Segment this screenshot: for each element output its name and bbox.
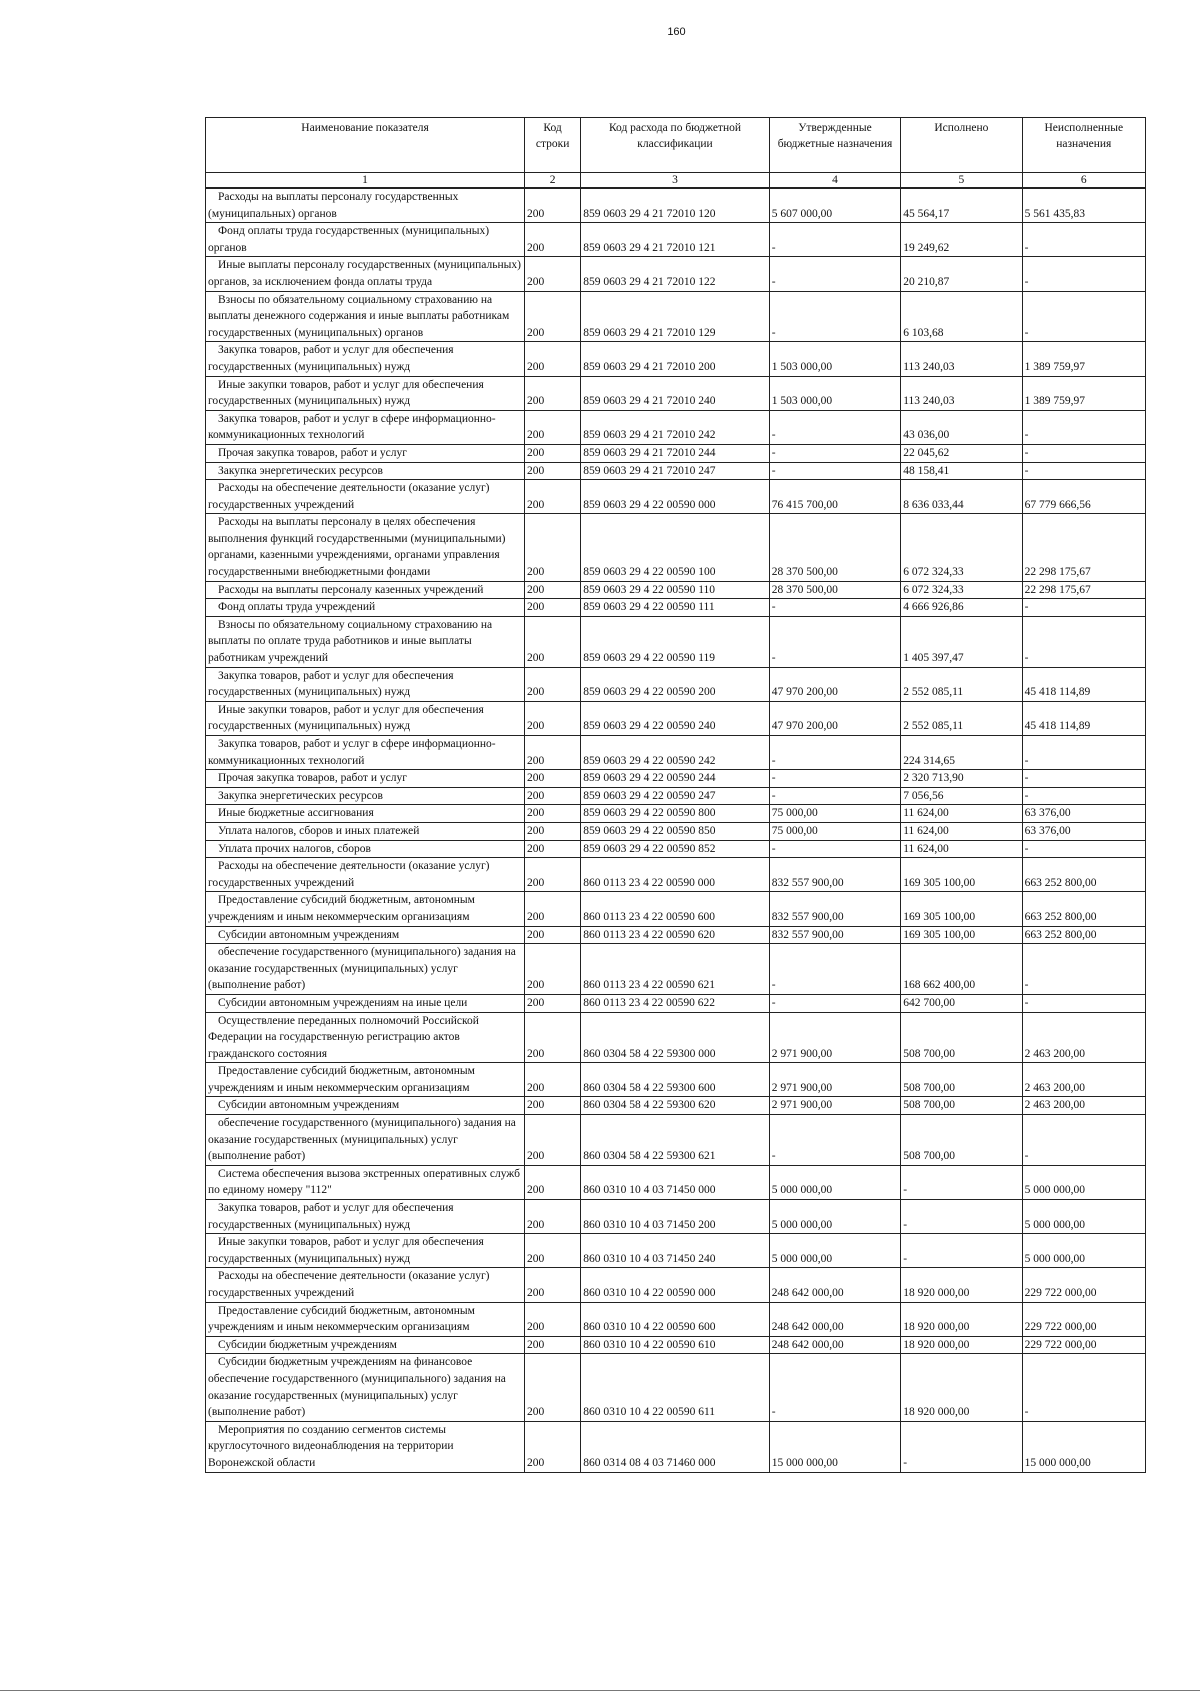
classification-code-cell: 860 0304 58 4 22 59300 600	[581, 1063, 770, 1097]
executed-amount-cell: 224 314,65	[901, 736, 1022, 770]
executed-amount-cell: 6 072 324,33	[901, 514, 1022, 581]
table-row	[206, 376, 1146, 410]
table-row	[206, 188, 1146, 223]
indicator-name-cell: Субсидии бюджетным учреждениям на финансовое обеспечение государственного (муниципального) задания на оказание государственных (муниципальных) услуг (выполнение работ)	[206, 1354, 525, 1421]
classification-code-cell: 859 0603 29 4 22 00590 200	[581, 667, 770, 701]
column-number: 4	[769, 173, 900, 189]
unexecuted-amount-cell: 45 418 114,89	[1022, 701, 1145, 735]
table-row	[206, 892, 1146, 926]
line-code-cell: 200	[525, 1063, 581, 1097]
unexecuted-amount-cell: 1 389 759,97	[1022, 376, 1145, 410]
unexecuted-amount-cell: -	[1022, 616, 1145, 667]
unexecuted-amount-cell: 15 000 000,00	[1022, 1421, 1145, 1472]
line-code-cell: 200	[525, 770, 581, 788]
executed-amount-cell: 22 045,62	[901, 444, 1022, 462]
unexecuted-amount-cell: -	[1022, 257, 1145, 291]
indicator-name-cell: Закупка товаров, работ и услуг для обеспечения государственных (муниципальных) нужд	[206, 342, 525, 376]
line-code-cell: 200	[525, 1302, 581, 1336]
table-row	[206, 1063, 1146, 1097]
executed-amount-cell: 113 240,03	[901, 342, 1022, 376]
approved-amount-cell: 75 000,00	[769, 822, 900, 840]
line-code-cell: 200	[525, 926, 581, 944]
executed-amount-cell: 7 056,56	[901, 787, 1022, 805]
approved-amount-cell: -	[769, 994, 900, 1012]
table-header	[206, 118, 1146, 189]
approved-amount-cell: -	[769, 599, 900, 617]
column-number: 1	[206, 173, 525, 189]
unexecuted-amount-cell: -	[1022, 1354, 1145, 1421]
unexecuted-amount-cell: 2 463 200,00	[1022, 1097, 1145, 1115]
line-code-cell: 200	[525, 223, 581, 257]
unexecuted-amount-cell: 5 000 000,00	[1022, 1200, 1145, 1234]
approved-amount-cell: -	[769, 840, 900, 858]
executed-amount-cell: 1 405 397,47	[901, 616, 1022, 667]
indicator-name-cell: Уплата налогов, сборов и иных платежей	[206, 822, 525, 840]
table-row	[206, 805, 1146, 823]
approved-amount-cell: -	[769, 462, 900, 480]
approved-amount-cell: 832 557 900,00	[769, 892, 900, 926]
table-row	[206, 616, 1146, 667]
executed-amount-cell: 18 920 000,00	[901, 1302, 1022, 1336]
indicator-name-cell: Расходы на обеспечение деятельности (оказание услуг) государственных учреждений	[206, 480, 525, 514]
unexecuted-amount-cell: 663 252 800,00	[1022, 892, 1145, 926]
unexecuted-amount-cell: 229 722 000,00	[1022, 1336, 1145, 1354]
classification-code-cell: 859 0603 29 4 22 00590 110	[581, 581, 770, 599]
approved-amount-cell: -	[769, 444, 900, 462]
executed-amount-cell: -	[901, 1165, 1022, 1199]
approved-amount-cell: -	[769, 410, 900, 444]
executed-amount-cell: 8 636 033,44	[901, 480, 1022, 514]
unexecuted-amount-cell: 45 418 114,89	[1022, 667, 1145, 701]
line-code-cell: 200	[525, 581, 581, 599]
classification-code-cell: 860 0113 23 4 22 00590 620	[581, 926, 770, 944]
line-code-cell: 200	[525, 1200, 581, 1234]
approved-amount-cell: 248 642 000,00	[769, 1268, 900, 1302]
approved-amount-cell: 28 370 500,00	[769, 514, 900, 581]
line-code-cell: 200	[525, 701, 581, 735]
approved-amount-cell: 47 970 200,00	[769, 701, 900, 735]
classification-code-cell: 859 0603 29 4 22 00590 244	[581, 770, 770, 788]
line-code-cell: 200	[525, 994, 581, 1012]
executed-amount-cell: 169 305 100,00	[901, 892, 1022, 926]
line-code-cell: 200	[525, 840, 581, 858]
indicator-name-cell: Предоставление субсидий бюджетным, автономным учреждениям и иным некоммерческим организациям	[206, 1063, 525, 1097]
line-code-cell: 200	[525, 1115, 581, 1166]
line-code-cell: 200	[525, 410, 581, 444]
approved-amount-cell: 47 970 200,00	[769, 667, 900, 701]
unexecuted-amount-cell: -	[1022, 462, 1145, 480]
line-code-cell: 200	[525, 944, 581, 995]
line-code-cell: 200	[525, 1012, 581, 1063]
unexecuted-amount-cell: -	[1022, 410, 1145, 444]
approved-amount-cell: 5 000 000,00	[769, 1165, 900, 1199]
executed-amount-cell: 11 624,00	[901, 805, 1022, 823]
unexecuted-amount-cell: 22 298 175,67	[1022, 514, 1145, 581]
line-code-cell: 200	[525, 342, 581, 376]
indicator-name-cell: Закупка энергетических ресурсов	[206, 787, 525, 805]
unexecuted-amount-cell: -	[1022, 291, 1145, 342]
table-row	[206, 444, 1146, 462]
approved-amount-cell: 5 000 000,00	[769, 1200, 900, 1234]
classification-code-cell: 860 0304 58 4 22 59300 621	[581, 1115, 770, 1166]
executed-amount-cell: 2 552 085,11	[901, 667, 1022, 701]
approved-amount-cell: 2 971 900,00	[769, 1063, 900, 1097]
indicator-name-cell: Субсидии автономным учреждениям на иные цели	[206, 994, 525, 1012]
classification-code-cell: 859 0603 29 4 21 72010 240	[581, 376, 770, 410]
indicator-name-cell: Расходы на обеспечение деятельности (оказание услуг) государственных учреждений	[206, 858, 525, 892]
approved-amount-cell: 75 000,00	[769, 805, 900, 823]
executed-amount-cell: 113 240,03	[901, 376, 1022, 410]
executed-amount-cell: 43 036,00	[901, 410, 1022, 444]
classification-code-cell: 859 0603 29 4 21 72010 121	[581, 223, 770, 257]
indicator-name-cell: Закупка энергетических ресурсов	[206, 462, 525, 480]
executed-amount-cell: 48 158,41	[901, 462, 1022, 480]
approved-amount-cell: 15 000 000,00	[769, 1421, 900, 1472]
indicator-name-cell: Мероприятия по созданию сегментов системы круглосуточного видеонаблюдения на территории Воронежской области	[206, 1421, 525, 1472]
header-executed: Исполнено	[901, 118, 1022, 173]
indicator-name-cell: Уплата прочих налогов, сборов	[206, 840, 525, 858]
unexecuted-amount-cell: 2 463 200,00	[1022, 1063, 1145, 1097]
table-row	[206, 667, 1146, 701]
classification-code-cell: 859 0603 29 4 22 00590 850	[581, 822, 770, 840]
approved-amount-cell: 1 503 000,00	[769, 342, 900, 376]
executed-amount-cell: 169 305 100,00	[901, 926, 1022, 944]
indicator-name-cell: Осуществление переданных полномочий Российской Федерации на государственную регистрацию актов гражданского состояния	[206, 1012, 525, 1063]
classification-code-cell: 860 0304 58 4 22 59300 620	[581, 1097, 770, 1115]
executed-amount-cell: 4 666 926,86	[901, 599, 1022, 617]
header-unexecuted-assignments: Неисполненные назначения	[1022, 118, 1145, 173]
line-code-cell: 200	[525, 1097, 581, 1115]
table-body	[206, 188, 1146, 1472]
classification-code-cell: 859 0603 29 4 22 00590 852	[581, 840, 770, 858]
indicator-name-cell: Взносы по обязательному социальному страхованию на выплаты по оплате труда работников и иные выплаты работникам учреждений	[206, 616, 525, 667]
indicator-name-cell: Прочая закупка товаров, работ и услуг	[206, 444, 525, 462]
classification-code-cell: 859 0603 29 4 21 72010 120	[581, 188, 770, 223]
unexecuted-amount-cell: 63 376,00	[1022, 805, 1145, 823]
indicator-name-cell: Предоставление субсидий бюджетным, автономным учреждениям и иным некоммерческим организациям	[206, 892, 525, 926]
unexecuted-amount-cell: 1 389 759,97	[1022, 342, 1145, 376]
approved-amount-cell: -	[769, 291, 900, 342]
header-approved-assignments: Утвержденные бюджетные назначения	[769, 118, 900, 173]
approved-amount-cell: 248 642 000,00	[769, 1302, 900, 1336]
executed-amount-cell: 45 564,17	[901, 188, 1022, 223]
line-code-cell: 200	[525, 291, 581, 342]
classification-code-cell: 860 0113 23 4 22 00590 622	[581, 994, 770, 1012]
executed-amount-cell: 20 210,87	[901, 257, 1022, 291]
line-code-cell: 200	[525, 822, 581, 840]
indicator-name-cell: Взносы по обязательному социальному страхованию на выплаты денежного содержания и иные выплаты работникам государственных (муниципальных) органов	[206, 291, 525, 342]
classification-code-cell: 859 0603 29 4 21 72010 244	[581, 444, 770, 462]
indicator-name-cell: Расходы на выплаты персоналу в целях обеспечения выполнения функций государственными (муниципальными) органами, казенными учреждениями, органами управления государственными внебюджетными фондами	[206, 514, 525, 581]
approved-amount-cell: 832 557 900,00	[769, 858, 900, 892]
line-code-cell: 200	[525, 514, 581, 581]
approved-amount-cell: -	[769, 736, 900, 770]
indicator-name-cell: Фонд оплаты труда государственных (муниципальных) органов	[206, 223, 525, 257]
approved-amount-cell: -	[769, 1115, 900, 1166]
classification-code-cell: 859 0603 29 4 22 00590 240	[581, 701, 770, 735]
line-code-cell: 200	[525, 1268, 581, 1302]
indicator-name-cell: Система обеспечения вызова экстренных оперативных служб по единому номеру "112"	[206, 1165, 525, 1199]
classification-code-cell: 859 0603 29 4 21 72010 242	[581, 410, 770, 444]
table-row	[206, 514, 1146, 581]
unexecuted-amount-cell: 2 463 200,00	[1022, 1012, 1145, 1063]
classification-code-cell: 859 0603 29 4 22 00590 100	[581, 514, 770, 581]
approved-amount-cell: -	[769, 1354, 900, 1421]
unexecuted-amount-cell: -	[1022, 787, 1145, 805]
line-code-cell: 200	[525, 1354, 581, 1421]
line-code-cell: 200	[525, 1165, 581, 1199]
line-code-cell: 200	[525, 616, 581, 667]
classification-code-cell: 859 0603 29 4 22 00590 247	[581, 787, 770, 805]
page-number: 160	[667, 26, 686, 38]
classification-code-cell: 860 0310 10 4 03 71450 200	[581, 1200, 770, 1234]
bottom-divider	[0, 1690, 1200, 1691]
table-row	[206, 1012, 1146, 1063]
line-code-cell: 200	[525, 1336, 581, 1354]
indicator-name-cell: Расходы на обеспечение деятельности (оказание услуг) государственных учреждений	[206, 1268, 525, 1302]
table-row	[206, 1115, 1146, 1166]
table-row	[206, 944, 1146, 995]
approved-amount-cell: 2 971 900,00	[769, 1097, 900, 1115]
classification-code-cell: 859 0603 29 4 21 72010 122	[581, 257, 770, 291]
line-code-cell: 200	[525, 257, 581, 291]
indicator-name-cell: Предоставление субсидий бюджетным, автономным учреждениям и иным некоммерческим организациям	[206, 1302, 525, 1336]
indicator-name-cell: Закупка товаров, работ и услуг для обеспечения государственных (муниципальных) нужд	[206, 667, 525, 701]
unexecuted-amount-cell: -	[1022, 1115, 1145, 1166]
table-row	[206, 1097, 1146, 1115]
indicator-name-cell: Расходы на выплаты персоналу государственных (муниципальных) органов	[206, 188, 525, 223]
classification-code-cell: 859 0603 29 4 21 72010 247	[581, 462, 770, 480]
approved-amount-cell: -	[769, 944, 900, 995]
line-code-cell: 200	[525, 858, 581, 892]
executed-amount-cell: 169 305 100,00	[901, 858, 1022, 892]
table-row	[206, 1336, 1146, 1354]
table-row	[206, 994, 1146, 1012]
header-line-code: Код строки	[525, 118, 581, 173]
table-row	[206, 410, 1146, 444]
line-code-cell: 200	[525, 188, 581, 223]
table-row	[206, 701, 1146, 735]
unexecuted-amount-cell: -	[1022, 944, 1145, 995]
executed-amount-cell: 11 624,00	[901, 840, 1022, 858]
unexecuted-amount-cell: 663 252 800,00	[1022, 926, 1145, 944]
executed-amount-cell: 18 920 000,00	[901, 1268, 1022, 1302]
indicator-name-cell: Иные закупки товаров, работ и услуг для обеспечения государственных (муниципальных) нужд	[206, 701, 525, 735]
classification-code-cell: 860 0310 10 4 03 71450 240	[581, 1234, 770, 1268]
executed-amount-cell: -	[901, 1200, 1022, 1234]
unexecuted-amount-cell: -	[1022, 994, 1145, 1012]
table-row	[206, 858, 1146, 892]
indicator-name-cell: обеспечение государственного (муниципального) задания на оказание государственных (муниципальных) услуг (выполнение работ)	[206, 944, 525, 995]
approved-amount-cell: 2 971 900,00	[769, 1012, 900, 1063]
classification-code-cell: 859 0603 29 4 22 00590 000	[581, 480, 770, 514]
table-row	[206, 926, 1146, 944]
executed-amount-cell: 19 249,62	[901, 223, 1022, 257]
approved-amount-cell: -	[769, 616, 900, 667]
table-row	[206, 257, 1146, 291]
header-budget-classification-code: Код расхода по бюджетной классификации	[581, 118, 770, 173]
table-row	[206, 599, 1146, 617]
table-row	[206, 480, 1146, 514]
classification-code-cell: 860 0113 23 4 22 00590 621	[581, 944, 770, 995]
header-indicator-name: Наименование показателя	[206, 118, 525, 173]
line-code-cell: 200	[525, 1234, 581, 1268]
indicator-name-cell: Фонд оплаты труда учреждений	[206, 599, 525, 617]
approved-amount-cell: -	[769, 787, 900, 805]
line-code-cell: 200	[525, 462, 581, 480]
indicator-name-cell: Прочая закупка товаров, работ и услуг	[206, 770, 525, 788]
executed-amount-cell: 508 700,00	[901, 1097, 1022, 1115]
approved-amount-cell: -	[769, 770, 900, 788]
executed-amount-cell: 508 700,00	[901, 1012, 1022, 1063]
table-row	[206, 1165, 1146, 1199]
approved-amount-cell: 76 415 700,00	[769, 480, 900, 514]
executed-amount-cell: -	[901, 1234, 1022, 1268]
budget-report-table	[205, 117, 1146, 1473]
table-row	[206, 1268, 1146, 1302]
classification-code-cell: 860 0113 23 4 22 00590 600	[581, 892, 770, 926]
unexecuted-amount-cell: 22 298 175,67	[1022, 581, 1145, 599]
classification-code-cell: 860 0314 08 4 03 71460 000	[581, 1421, 770, 1472]
classification-code-cell: 860 0113 23 4 22 00590 000	[581, 858, 770, 892]
line-code-cell: 200	[525, 736, 581, 770]
column-number: 6	[1022, 173, 1145, 189]
executed-amount-cell: -	[901, 1421, 1022, 1472]
executed-amount-cell: 18 920 000,00	[901, 1354, 1022, 1421]
approved-amount-cell: -	[769, 223, 900, 257]
executed-amount-cell: 2 320 713,90	[901, 770, 1022, 788]
line-code-cell: 200	[525, 787, 581, 805]
table-row	[206, 736, 1146, 770]
line-code-cell: 200	[525, 480, 581, 514]
table-row	[206, 840, 1146, 858]
classification-code-cell: 859 0603 29 4 22 00590 242	[581, 736, 770, 770]
unexecuted-amount-cell: 67 779 666,56	[1022, 480, 1145, 514]
approved-amount-cell: 28 370 500,00	[769, 581, 900, 599]
unexecuted-amount-cell: -	[1022, 770, 1145, 788]
indicator-name-cell: Субсидии бюджетным учреждениям	[206, 1336, 525, 1354]
line-code-cell: 200	[525, 667, 581, 701]
classification-code-cell: 860 0310 10 4 03 71450 000	[581, 1165, 770, 1199]
table-row	[206, 770, 1146, 788]
executed-amount-cell: 508 700,00	[901, 1115, 1022, 1166]
approved-amount-cell: 832 557 900,00	[769, 926, 900, 944]
classification-code-cell: 860 0310 10 4 22 00590 611	[581, 1354, 770, 1421]
column-number: 2	[525, 173, 581, 189]
line-code-cell: 200	[525, 805, 581, 823]
classification-code-cell: 859 0603 29 4 21 72010 200	[581, 342, 770, 376]
approved-amount-cell: 248 642 000,00	[769, 1336, 900, 1354]
executed-amount-cell: 168 662 400,00	[901, 944, 1022, 995]
classification-code-cell: 860 0310 10 4 22 00590 610	[581, 1336, 770, 1354]
table-row	[206, 581, 1146, 599]
indicator-name-cell: Закупка товаров, работ и услуг в сфере информационно-коммуникационных технологий	[206, 736, 525, 770]
table-row	[206, 1200, 1146, 1234]
line-code-cell: 200	[525, 444, 581, 462]
line-code-cell: 200	[525, 892, 581, 926]
unexecuted-amount-cell: 5 561 435,83	[1022, 188, 1145, 223]
table-row	[206, 462, 1146, 480]
classification-code-cell: 859 0603 29 4 21 72010 129	[581, 291, 770, 342]
line-code-cell: 200	[525, 599, 581, 617]
executed-amount-cell: 508 700,00	[901, 1063, 1022, 1097]
table-row	[206, 1354, 1146, 1421]
table-row	[206, 822, 1146, 840]
line-code-cell: 200	[525, 1421, 581, 1472]
classification-code-cell: 859 0603 29 4 22 00590 111	[581, 599, 770, 617]
table-row	[206, 1302, 1146, 1336]
line-code-cell: 200	[525, 376, 581, 410]
executed-amount-cell: 642 700,00	[901, 994, 1022, 1012]
executed-amount-cell: 6 072 324,33	[901, 581, 1022, 599]
executed-amount-cell: 2 552 085,11	[901, 701, 1022, 735]
unexecuted-amount-cell: -	[1022, 840, 1145, 858]
approved-amount-cell: -	[769, 257, 900, 291]
classification-code-cell: 859 0603 29 4 22 00590 800	[581, 805, 770, 823]
table-row	[206, 787, 1146, 805]
unexecuted-amount-cell: -	[1022, 223, 1145, 257]
unexecuted-amount-cell: 63 376,00	[1022, 822, 1145, 840]
classification-code-cell: 860 0304 58 4 22 59300 000	[581, 1012, 770, 1063]
indicator-name-cell: Субсидии автономным учреждениям	[206, 1097, 525, 1115]
executed-amount-cell: 18 920 000,00	[901, 1336, 1022, 1354]
classification-code-cell: 860 0310 10 4 22 00590 600	[581, 1302, 770, 1336]
unexecuted-amount-cell: 663 252 800,00	[1022, 858, 1145, 892]
unexecuted-amount-cell: -	[1022, 599, 1145, 617]
indicator-name-cell: Иные закупки товаров, работ и услуг для обеспечения государственных (муниципальных) нужд	[206, 1234, 525, 1268]
executed-amount-cell: 11 624,00	[901, 822, 1022, 840]
indicator-name-cell: Закупка товаров, работ и услуг в сфере информационно-коммуникационных технологий	[206, 410, 525, 444]
indicator-name-cell: Субсидии автономным учреждениям	[206, 926, 525, 944]
indicator-name-cell: Расходы на выплаты персоналу казенных учреждений	[206, 581, 525, 599]
approved-amount-cell: 5 607 000,00	[769, 188, 900, 223]
indicator-name-cell: Иные закупки товаров, работ и услуг для обеспечения государственных (муниципальных) нужд	[206, 376, 525, 410]
unexecuted-amount-cell: 229 722 000,00	[1022, 1268, 1145, 1302]
indicator-name-cell: Иные выплаты персоналу государственных (муниципальных) органов, за исключением фонда оплаты труда	[206, 257, 525, 291]
approved-amount-cell: 1 503 000,00	[769, 376, 900, 410]
indicator-name-cell: Закупка товаров, работ и услуг для обеспечения государственных (муниципальных) нужд	[206, 1200, 525, 1234]
classification-code-cell: 860 0310 10 4 22 00590 000	[581, 1268, 770, 1302]
unexecuted-amount-cell: -	[1022, 736, 1145, 770]
indicator-name-cell: Иные бюджетные ассигнования	[206, 805, 525, 823]
classification-code-cell: 859 0603 29 4 22 00590 119	[581, 616, 770, 667]
indicator-name-cell: обеспечение государственного (муниципального) задания на оказание государственных (муниципальных) услуг (выполнение работ)	[206, 1115, 525, 1166]
table-row	[206, 1234, 1146, 1268]
table-row	[206, 342, 1146, 376]
executed-amount-cell: 6 103,68	[901, 291, 1022, 342]
column-number: 5	[901, 173, 1022, 189]
table-row	[206, 291, 1146, 342]
table-row	[206, 223, 1146, 257]
column-number: 3	[581, 173, 770, 189]
table-row	[206, 1421, 1146, 1472]
unexecuted-amount-cell: 5 000 000,00	[1022, 1234, 1145, 1268]
unexecuted-amount-cell: 5 000 000,00	[1022, 1165, 1145, 1199]
approved-amount-cell: 5 000 000,00	[769, 1234, 900, 1268]
unexecuted-amount-cell: 229 722 000,00	[1022, 1302, 1145, 1336]
unexecuted-amount-cell: -	[1022, 444, 1145, 462]
